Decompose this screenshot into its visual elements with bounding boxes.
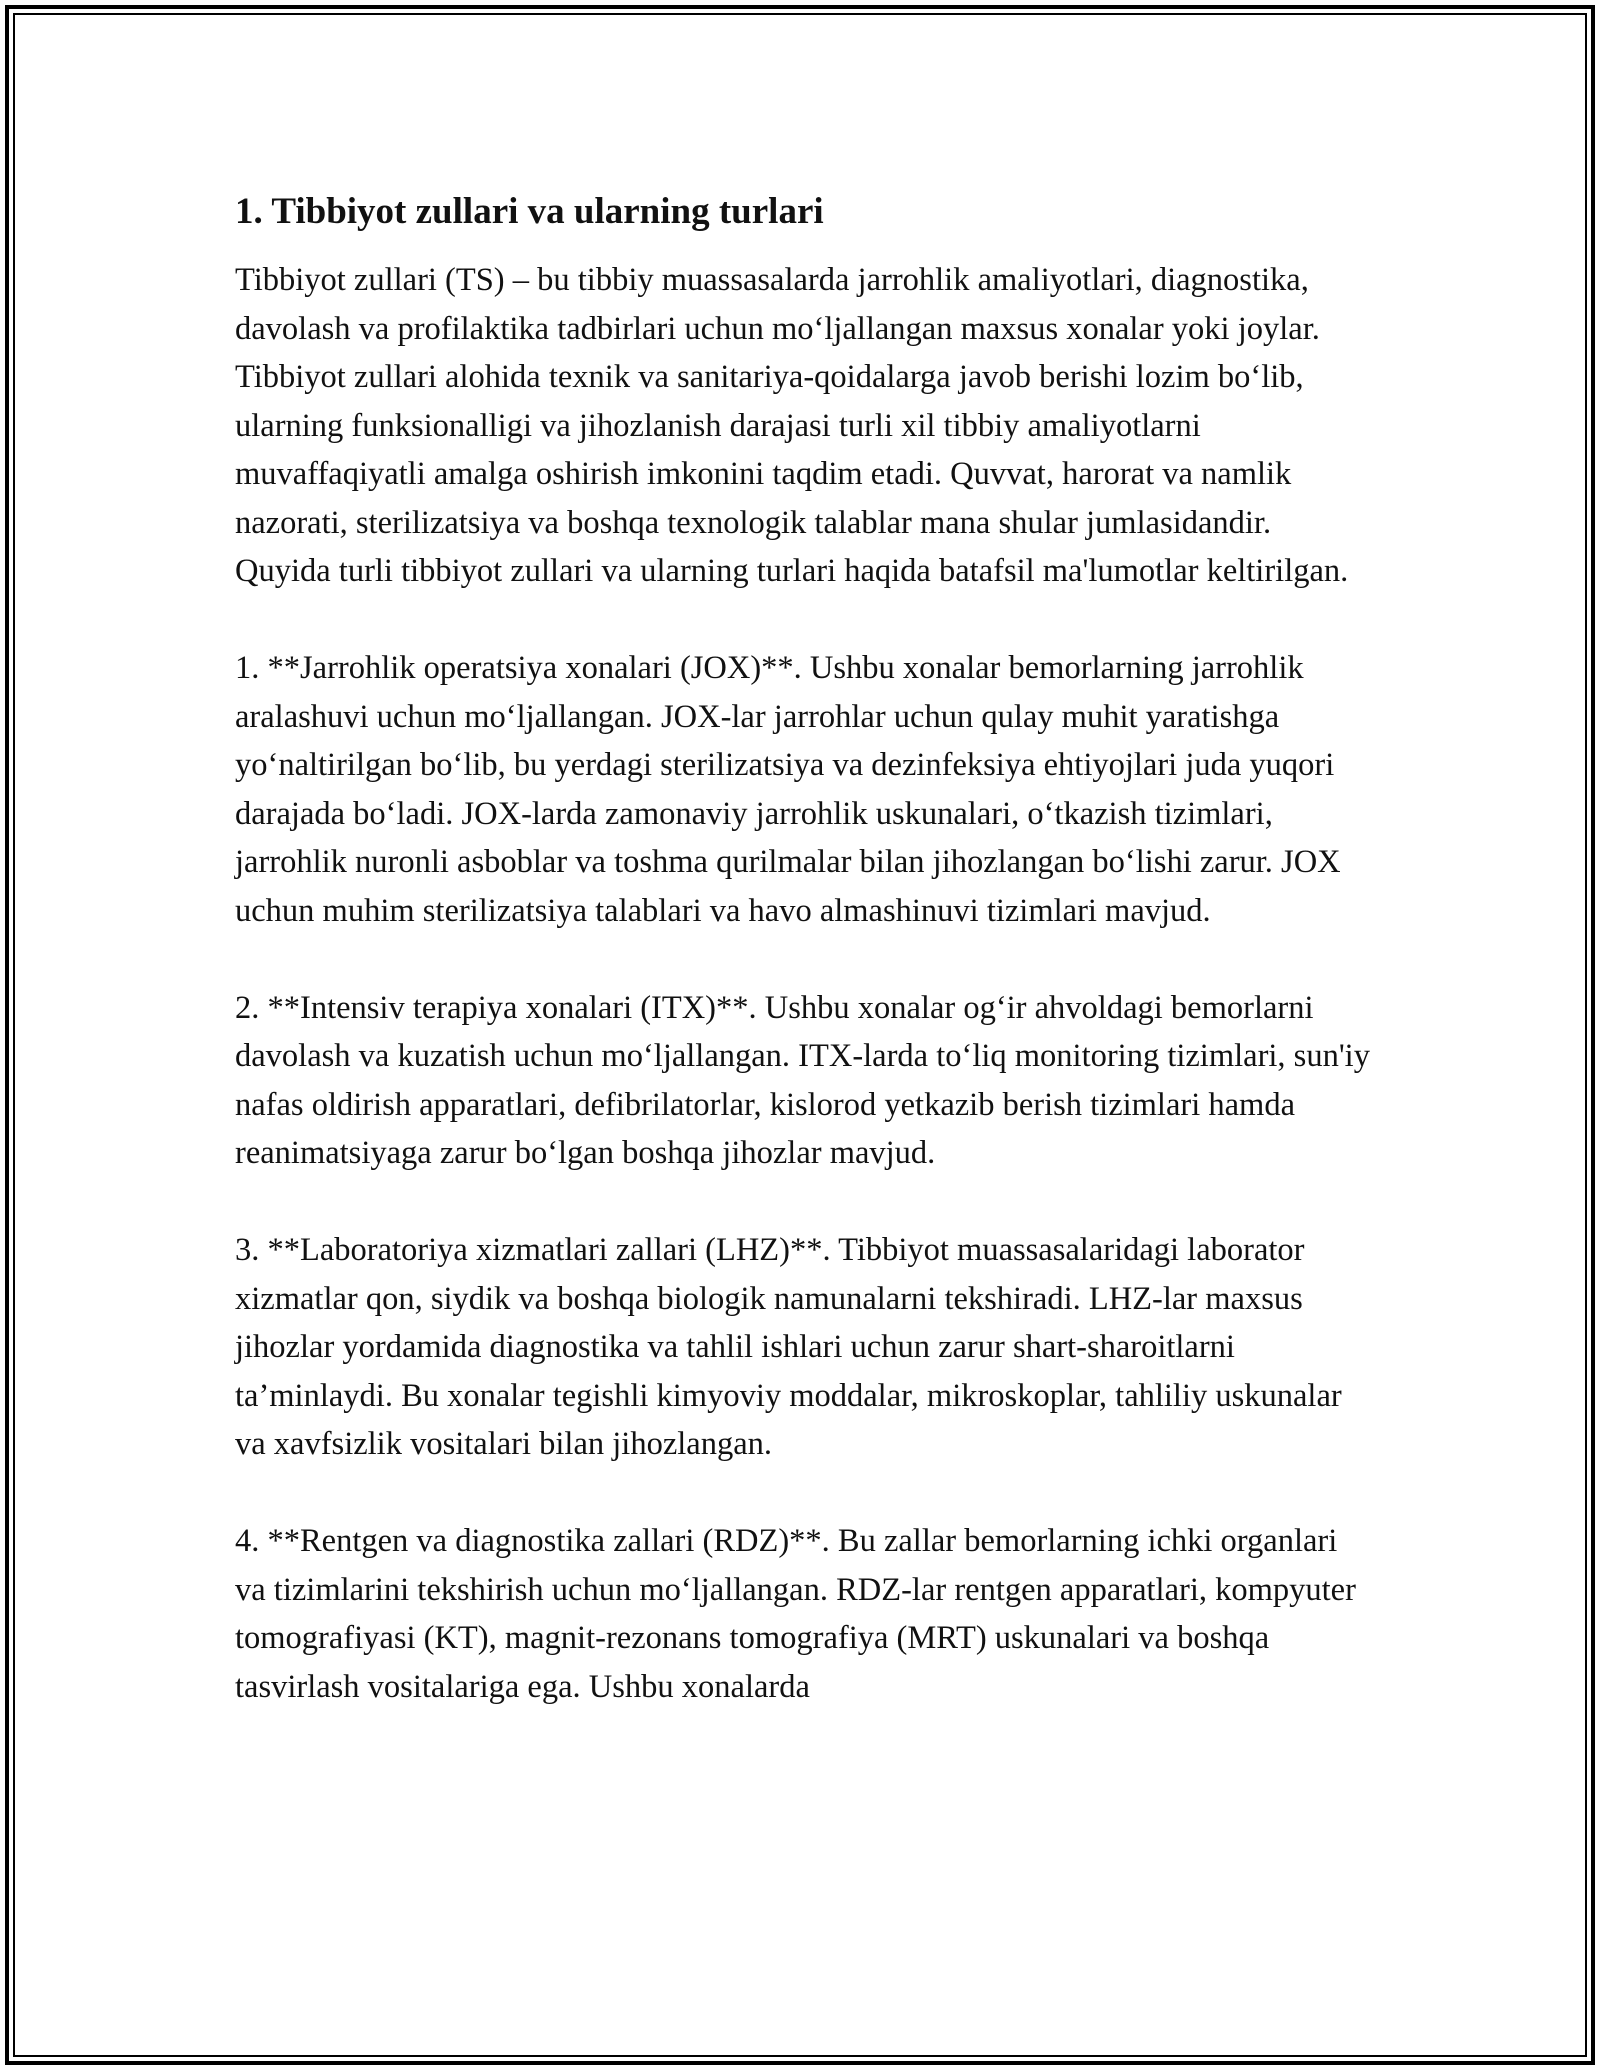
document-body <box>235 188 1370 1711</box>
list-item-jox: 1. **Jarrohlik operatsiya xonalari (JOX)**. Ushbu xonalar bemorlarning jarrohlik aralashuvi uchun mo‘ljallangan. JOX-lar jarrohlar uchun qulay muhit yaratishga yo‘naltirilgan bo‘lib, bu yerdagi sterilizatsiya va dezinfeksiya ehtiyojlari juda yuqori darajada bo‘ladi. JOX-larda zamonaviy jarrohlik uskunalari, o‘tkazish tizimlari, jarrohlik nuronli asboblar va toshma qurilmalar bilan jihozlangan bo‘lishi zarur. JOX uchun muhim sterilizatsiya talablari va havo almashinuvi tizimlari mavjud. <box>235 650 1341 929</box>
intro-paragraph: Tibbiyot zullari (TS) – bu tibbiy muassasalarda jarrohlik amaliyotlari, diagnostika, davolash va profilaktika tadbirlari uchun mo‘ljallangan maxsus xonalar yoki joylar. Tibbiyot zullari alohida texnik va sanitariya-qoidalarga javob berishi lozim bo‘lib, ularning funksionalligi va jihozlanish darajasi turli xil tibbiy amaliyotlarni muvaffaqiyatli amalga oshirish imkonini taqdim etadi. Quvvat, harorat va namlik nazorati, sterilizatsiya va boshqa texnologik talablar mana shular jumlasidandir. Quyida turli tibbiyot zullari va ularning turlari haqida batafsil ma'lumotlar keltirilgan. <box>235 262 1349 589</box>
list-item-rdz: 4. **Rentgen va diagnostika zallari (RDZ)**. Bu zallar bemorlarning ichki organlari va tizimlarini tekshirish uchun mo‘ljallangan. RDZ-lar rentgen apparatlari, kompyuter tomografiyasi (KT), magnit-rezonans tomografiya (MRT) uskunalari va boshqa tasvirlash vositalariga ega. Ushbu xonalarda <box>235 1523 1356 1705</box>
list-item-lhz: 3. **Laboratoriya xizmatlari zallari (LHZ)**. Tibbiyot muassasalaridagi laborator xizmatlar qon, siydik va boshqa biologik namunalarni tekshiradi. LHZ-lar maxsus jihozlar yordamida diagnostika va tahlil ishlari uchun zarur shart-sharoitlarni ta’minlaydi. Bu xonalar tegishli kimyoviy moddalar, mikroskoplar, tahliliy uskunalar va xavfsizlik vositalari bilan jihozlangan. <box>235 1232 1342 1462</box>
list-item-itx: 2. **Intensiv terapiya xonalari (ITX)**. Ushbu xonalar og‘ir ahvoldagi bemorlarni davolash va kuzatish uchun mo‘ljallangan. ITX-larda to‘liq monitoring tizimlari, sun'iy nafas oldirish apparatlari, defibrilatorlar, kislorod yetkazib berish tizimlari hamda reanimatsiyaga zarur bo‘lgan boshqa jihozlar mavjud. <box>235 989 1370 1171</box>
section-heading: 1. Tibbiyot zullari va ularning turlari <box>235 191 824 232</box>
